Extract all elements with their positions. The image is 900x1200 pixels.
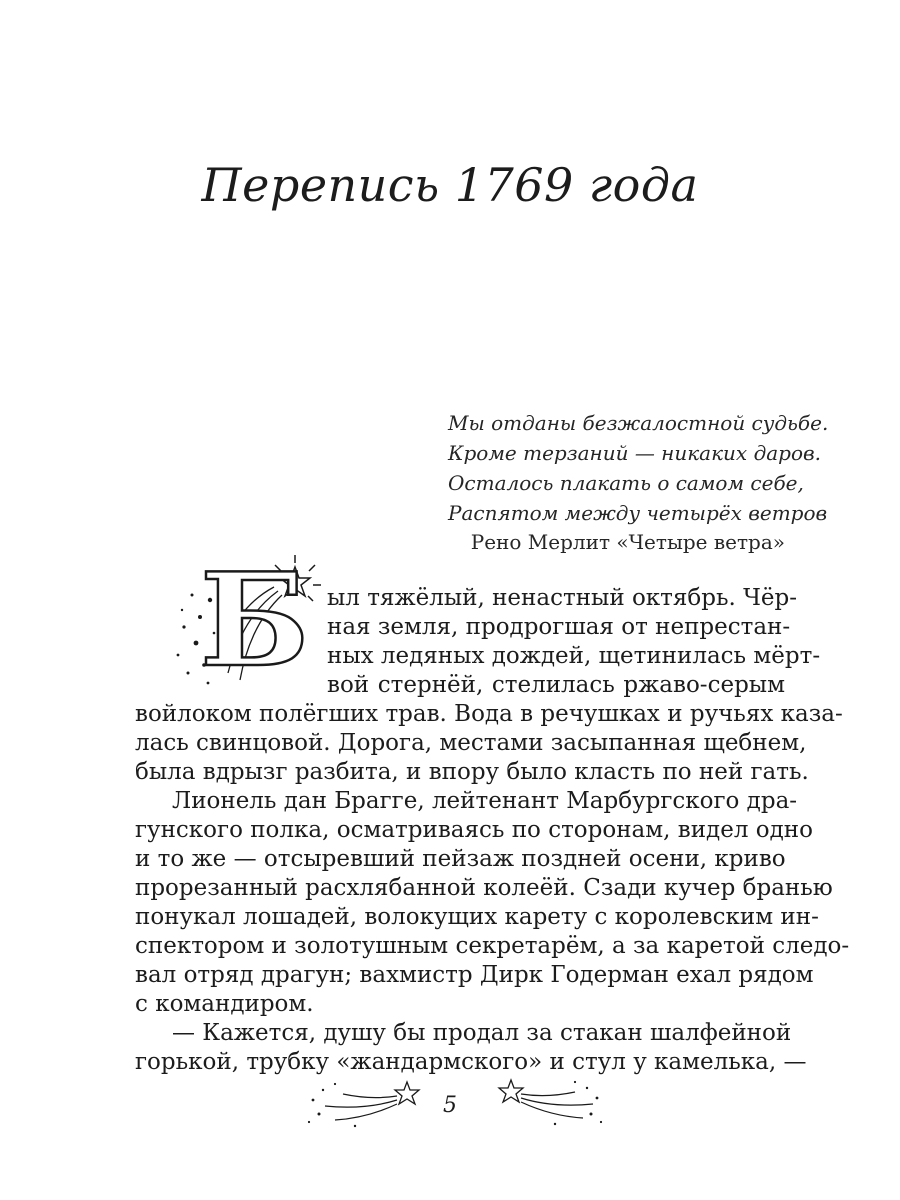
drop-cap-letter: Б	[200, 546, 310, 696]
body-line: вал отряд драгун; вахмистр Дирк Годерман ехал рядом	[135, 962, 814, 988]
body-line: ыл тяжёлый, ненастный октябрь. Чёр-	[327, 585, 798, 611]
body-line: Лионель дан Брагге, лейтенант Марбургского дра-	[172, 788, 798, 814]
body-line: — Кажется, душу бы продал за стакан шалфейной	[172, 1020, 792, 1046]
body-line: горькой, трубку «жандармского» и стул у камелька, —	[135, 1049, 807, 1075]
body-line: с командиром.	[135, 991, 314, 1017]
drop-cap	[170, 546, 330, 696]
epigraph-line: Мы отданы безжалостной судьбе.	[448, 411, 829, 435]
body-line: вой стернёй, стелилась ржаво-серым	[327, 672, 785, 698]
body-line: была вдрызг разбита, и впору было класть по ней гать.	[135, 759, 809, 785]
body-line: войлоком полёгших трав. Вода в речушках и ручьях каза-	[135, 701, 843, 727]
body-line: ная земля, продрогшая от непрестан-	[327, 614, 791, 640]
footer-ornament-right-icon	[475, 1070, 605, 1130]
body-line: спектором и золотушным секретарём, а за каретой следо-	[135, 933, 850, 959]
epigraph-line: Распятом между четырёх ветров	[448, 501, 828, 525]
body-line: прорезанный расхлябанной колеёй. Сзади кучер бранью	[135, 875, 833, 901]
page-number: 5	[443, 1093, 457, 1118]
body-line: гунского полка, осматриваясь по сторонам, видел одно	[135, 817, 813, 843]
epigraph-attribution: Рено Мерлит «Четыре ветра»	[470, 530, 785, 554]
body-line: лась свинцовой. Дорога, местами засыпанная щебнем,	[135, 730, 807, 756]
epigraph-line: Осталось плакать о самом себе,	[448, 471, 804, 495]
epigraph	[448, 408, 829, 528]
body-line: ных ледяных дождей, щетинилась мёрт-	[327, 643, 821, 669]
body-line: и то же — отсыревший пейзаж поздней осени, криво	[135, 846, 786, 872]
epigraph-line: Кроме терзаний — никаких даров.	[448, 441, 822, 465]
footer-ornament-left-icon	[305, 1070, 435, 1130]
body-line: понукал лошадей, волокущих карету с королевским ин-	[135, 904, 819, 930]
chapter-title: Перепись 1769 года	[201, 158, 699, 212]
